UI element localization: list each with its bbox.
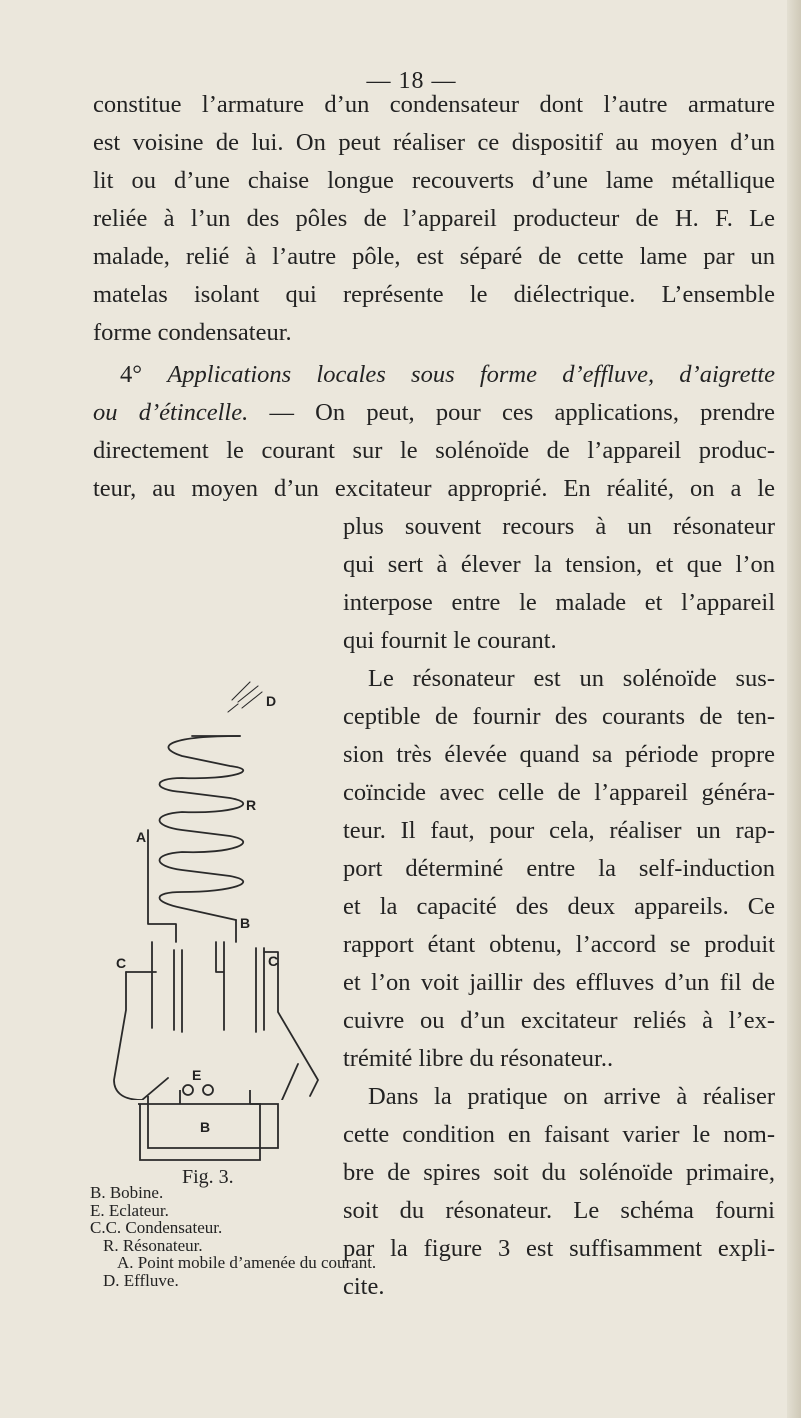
label-D: D — [266, 693, 277, 709]
label-C-right: C — [268, 953, 279, 969]
section-heading: Applications locales sous forme d’effluve, d’aigrette — [167, 361, 776, 388]
text-line: teur, au moyen d’un excitateur approprié. En réalité, on a le — [93, 475, 775, 502]
section-heading-line — [120, 360, 775, 390]
label-C-left: C — [116, 955, 127, 971]
text-line: rapport étant obtenu, l’accord se produit — [343, 931, 775, 958]
text-line: soit du résonateur. Le schéma fourni — [343, 1197, 775, 1224]
label-B-top: B — [240, 915, 251, 931]
text-line: malade, relié à l’autre pôle, est séparé de cette lame par un — [93, 243, 775, 270]
text-line: coïncide avec celle de l’appareil généra- — [343, 779, 775, 806]
effluve-sparks — [228, 682, 262, 712]
page-edge-shadow — [787, 0, 801, 1418]
figure-3-diagram — [112, 680, 332, 1100]
text-line: cuivre ou d’un excitateur reliés à l’ex- — [343, 1007, 775, 1034]
text-line: qui fournit le courant. — [343, 627, 557, 654]
text-line: reliée à l’un des pôles de l’appareil producteur de H. F. Le — [93, 205, 775, 232]
label-B-box: B — [200, 1119, 211, 1135]
text-line: constitue l’armature d’un condensateur dont l’autre armature — [93, 91, 775, 118]
section-heading-continued: ou d’étincelle. — [93, 399, 249, 426]
section-number: 4° — [120, 361, 143, 388]
label-E: E — [192, 1067, 202, 1083]
text-line: matelas isolant qui représente le diélectrique. L’ensemble — [93, 281, 775, 308]
text-line: Dans la pratique on arrive à réaliser — [368, 1083, 775, 1110]
text-line: lit ou d’une chaise longue recouverts d’une lame métallique — [93, 167, 775, 194]
text-line: port déterminé entre la self-induction — [343, 855, 775, 882]
label-R: R — [246, 797, 257, 813]
bobine-box — [130, 1090, 300, 1170]
text-line: forme condensateur. — [93, 319, 292, 346]
label-A: A — [136, 829, 147, 845]
text-line: teur. Il faut, pour cela, réaliser un rap- — [343, 817, 775, 844]
legend-item: D. Effluve. — [103, 1270, 179, 1290]
text-line: ou d’étincelle. — On peut, pour ces applications, prendre — [93, 399, 775, 426]
figure-caption: Fig. 3. — [182, 1166, 234, 1188]
legend-item: R. Résonateur. — [103, 1235, 203, 1255]
text-line: cite. — [343, 1273, 385, 1300]
text-line: bre de spires soit du solénoïde primaire, — [343, 1159, 775, 1186]
text-line: est voisine de lui. On peut réaliser ce dispositif au moyen d’un — [93, 129, 775, 156]
legend-item: B. Bobine. — [90, 1183, 164, 1202]
condenser-right — [264, 952, 318, 1096]
text-line: plus souvent recours à un résonateur — [343, 513, 775, 540]
text-line: trémité libre du résonateur.. — [343, 1045, 614, 1072]
text-line: ceptible de fournir des courants de ten- — [343, 703, 775, 730]
text-line: qui sert à élever la tension, et que l’on — [343, 551, 775, 578]
text-line: et l’on voit jaillir des effluves d’un fil de — [343, 969, 775, 996]
text-line: interpose entre le malade et l’appareil — [343, 589, 775, 616]
text-line: par la figure 3 est suffisamment expli- — [343, 1235, 775, 1262]
resonator-coil — [160, 736, 244, 920]
text-line: sion très élevée quand sa période propre — [343, 741, 775, 768]
legend-item: E. Eclateur. — [90, 1200, 169, 1220]
legend-item: C.C. Condensateur. — [90, 1218, 223, 1237]
text-line: et la capacité des deux appareils. Ce — [343, 893, 775, 920]
text-line: Le résonateur est un solénoïde sus- — [368, 665, 775, 692]
page-number: — 18 — — [366, 68, 457, 94]
text-line: directement le courant sur le solénoïde de l’appareil produc- — [93, 437, 775, 464]
text-line: cette condition en faisant varier le nom- — [343, 1121, 775, 1148]
legend-item: A. Point mobile d’amenée du courant. — [117, 1253, 377, 1272]
condenser-left — [126, 942, 156, 1028]
